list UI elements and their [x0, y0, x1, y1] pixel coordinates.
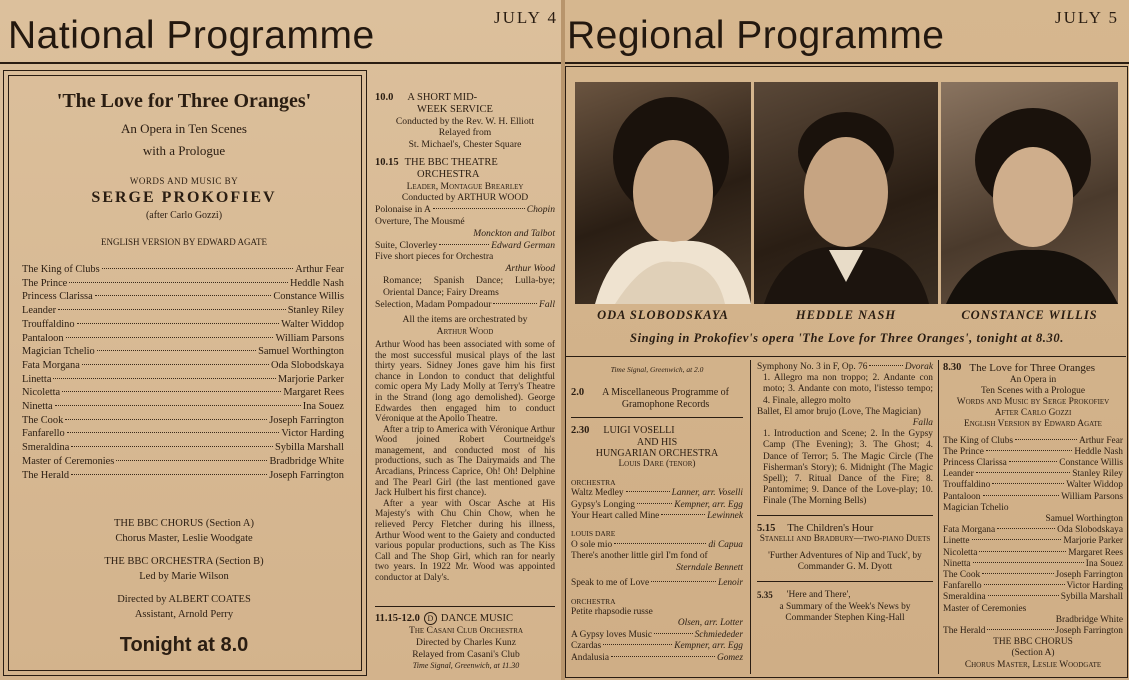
service-heading-b: WEEK SERVICE: [417, 103, 493, 115]
opera-subtitle-2: with a Prologue: [142, 143, 226, 158]
cast-artist: Samuel Worthington: [258, 346, 344, 358]
cast-artist: Sybilla Marshall: [275, 442, 344, 454]
cast-artist: William Parsons: [275, 332, 344, 344]
opera-title: 'The Love for Three Oranges': [56, 90, 312, 112]
dot-leader: [55, 405, 301, 406]
words-music-label: WORDS AND MUSIC BY: [129, 176, 239, 186]
regional-chorus: THE BBC CHORUS: [993, 637, 1073, 648]
regional-cast-list: [943, 436, 1123, 503]
cast-role: Princess Clarissa: [943, 457, 1007, 468]
regional-chorus-master: Chorus Master, Leslie Woodgate: [964, 659, 1102, 670]
dance-music-heading: DANCE MUSIC: [440, 612, 513, 624]
service-relayed: Relayed from: [438, 127, 492, 139]
dot-leader: [67, 432, 280, 433]
cast-row: [22, 345, 344, 359]
voselli-orchestra: HUNGARIAN ORCHESTRA: [595, 448, 719, 460]
cast-artist: Bradbridge White: [269, 455, 344, 467]
left-column-2: [375, 92, 555, 584]
tonight-label: Tonight at 8.0: [119, 634, 249, 656]
dot-leader: [983, 495, 1060, 496]
cast-artist: Oda Slobodskaya: [1057, 525, 1123, 536]
cast-artist: Marjorie Parker: [277, 373, 344, 385]
cast-artist: Constance Willis: [273, 291, 344, 303]
section-label: LOUIS DARE: [571, 529, 616, 539]
national-programme-page: [0, 0, 563, 680]
programme-movements: 1. Introduction and Scene; 2. In the Gypsy Camp (The Evening); 3. The Ghost; 4. Dance of Terror; 5. The Magic Circle (The Fisherman's Story); 6. Midnight (The Magic Spell); 7. Ritual Dance of the Fire; 8. Pantomime; 9. Dance of the Love-play; 10. Finale (The Morning Bells): [763, 429, 933, 507]
regional-column-2: [757, 362, 933, 624]
cast-row: [943, 469, 1123, 480]
section-label: ORCHESTRA: [571, 596, 616, 606]
english-version: ENGLISH VERSION BY EDWARD AGATE: [101, 237, 267, 247]
cast-role: Fanfarello: [22, 428, 65, 440]
cast-row: [22, 304, 344, 318]
cast-role: Ninetta: [943, 558, 971, 569]
cast-artist: Heddle Nash: [290, 277, 344, 289]
time-2-0: 2.0: [571, 387, 585, 399]
cast-role: Trouffaldino: [22, 318, 75, 330]
cast-artist: Bradbridge White: [1055, 614, 1123, 625]
column-rule: [938, 360, 939, 674]
cast-row: [943, 492, 1123, 503]
portrait-constance-willis: [941, 82, 1118, 304]
masthead-rule: [565, 62, 1129, 64]
cast-row: The Herald Joseph Farrington: [943, 625, 1123, 636]
section-rule: [757, 581, 933, 582]
theatre-leader: Leader, Montague Brearley: [406, 180, 524, 192]
opera-english-version: English Version by Edward Agate: [964, 419, 1102, 430]
section-rule: [571, 417, 743, 418]
portrait-image: [575, 82, 751, 304]
dance-music-block: [375, 612, 557, 672]
dot-leader: [1015, 439, 1077, 440]
cast-row: [943, 436, 1123, 447]
cast-artist: Joseph Farrington: [269, 414, 344, 426]
cast-role: The Prince: [22, 277, 68, 289]
regional-chorus-section: (Section A): [1011, 648, 1055, 659]
photo-caption-3: CONSTANCE WILLIS: [961, 308, 1098, 322]
time-signal-left: Time Signal, Greenwich, at 11.30: [412, 661, 520, 671]
time-11-15: 11.15-12.0: [375, 612, 420, 624]
cast-row: [22, 373, 344, 387]
portrait-image: [941, 82, 1118, 304]
cast-role: Linetta: [22, 373, 52, 385]
opera-scenes: Ten Scenes with a Prologue: [980, 385, 1085, 396]
cast-artist: Stanley Riley: [287, 305, 344, 317]
director: Directed by ALBERT COATES: [117, 594, 251, 605]
here-and-there-heading: 'Here and There',: [786, 590, 851, 601]
bio-paragraph-3: After a year with Oscar Asche at His Majesty's with Chu Chin Chow, when he relieved Percy Fletcher during his illness, Arthur Wood went to the Gaiety and conducted various popular productions, such as The Kiss Call and The Shop Girl, which ran for nearly two years. In 1922 Mr. Wood was appointed conductor at Daly's.: [375, 498, 555, 583]
opera-words-music: Words and Music by Serge Prokofiev: [956, 396, 1110, 407]
programme-item: Waltz Medley Lanner, arr. Voselli: [571, 488, 743, 499]
cast-artist: Sybilla Marshall: [1060, 592, 1123, 603]
cast-row: [943, 592, 1123, 603]
cast-role: Ninetta: [22, 401, 53, 413]
cast-role: Master of Ceremonies: [22, 455, 115, 467]
cast-row: [22, 263, 344, 277]
cast-role: Leander: [22, 305, 57, 317]
dot-leader: [71, 446, 273, 447]
cast-role: Smeraldina: [22, 442, 70, 454]
cast-row: [22, 441, 344, 455]
cast-role: Pantaloon: [943, 491, 981, 502]
caption-rule: [565, 356, 1126, 357]
cast-role: Fanfarello: [943, 581, 982, 592]
cast-role: Nicoletta: [22, 387, 61, 399]
cast-row: [22, 455, 344, 469]
dot-leader: [976, 472, 1071, 473]
childrens-hour-duets: Stanelli and Bradbury—two-piano Duets: [759, 533, 931, 544]
cast-artist: Walter Widdop: [1066, 480, 1123, 491]
dot-leader: [992, 483, 1064, 484]
dot-leader: [62, 391, 281, 392]
programme-item: Speak to me of Love Lenoir: [571, 578, 743, 589]
cast-role: Magician Tchelio: [22, 346, 95, 358]
casani-orchestra: The Casani Club Orchestra: [408, 625, 524, 636]
photo-caption-1: ODA SLOBODSKAYA: [597, 308, 729, 322]
casani-director: Directed by Charles Kunz: [416, 636, 516, 648]
date-right: JULY 5: [1055, 8, 1119, 27]
section-rule: [757, 515, 933, 516]
dot-leader: [979, 551, 1066, 552]
bio-paragraph-2: After a trip to America with Véronique Arthur Wood joined Robert Courtneidge's management, and conducted most of his productions, such as The Dairymaids and The Arcadians, Princess Caprice, Oh! Oh! Delphine and The Pearl Girl (the last mentioned gave Jack Hulbert his first chance).: [375, 424, 555, 499]
cast-artist: William Parsons: [1061, 491, 1123, 502]
cast-row: [943, 458, 1123, 469]
cast-row: [943, 581, 1123, 592]
cast-artist: Victor Harding: [1066, 581, 1123, 592]
cast-list: [22, 263, 344, 482]
dot-leader: [982, 573, 1053, 574]
programme-item: Polonaise in A Chopin: [375, 204, 555, 216]
composer: SERGE PROKOFIEV: [91, 189, 277, 206]
voselli-heading: LUIGI VOSELLI: [603, 425, 675, 437]
programme-item: There's another little girl I'm fond of: [571, 551, 708, 562]
cast-artist: Heddle Nash: [1074, 446, 1123, 457]
dot-leader: [95, 295, 272, 296]
cast-row: [22, 386, 344, 400]
dot-leader: [58, 309, 286, 310]
programme-item: Andalusia Gomez: [571, 652, 743, 663]
orchestrated-by: Arthur Wood: [436, 326, 494, 338]
cast-role: Smeraldina: [943, 592, 986, 603]
cast-artist: Stanley Riley: [1072, 469, 1123, 480]
orchestra: THE BBC ORCHESTRA (Section B): [104, 556, 264, 567]
regional-cast-list-2: [943, 525, 1123, 603]
dot-leader: [69, 282, 288, 283]
programme-composer: Falla: [912, 418, 933, 429]
programme-item: Czardas Kempner, arr. Egg: [571, 641, 743, 652]
photo-strap-caption: Singing in Prokofiev's opera 'The Love for Three Oranges', tonight at 8.30.: [630, 331, 1064, 345]
regional-column-1: [571, 364, 743, 664]
cast-artist: Arthur Fear: [295, 264, 344, 275]
voselli-and: AND HIS: [636, 436, 678, 448]
cast-role: Nicoletta: [943, 547, 978, 558]
cast-artist: Samuel Worthington: [1045, 513, 1123, 524]
time-10-0: 10.0: [375, 92, 394, 103]
cast-role: Fata Morgana: [22, 359, 80, 371]
cast-row: [943, 559, 1123, 570]
column-rule: [750, 360, 751, 674]
chorus-master: Chorus Master, Leslie Woodgate: [115, 533, 253, 544]
programme-item: Suite, Cloverley Edward German: [375, 239, 555, 251]
dot-leader: [988, 595, 1059, 596]
chorus: THE BBC CHORUS (Section A): [113, 518, 254, 529]
programme-item: Gypsy's Longing Kempner, arr. Egg: [571, 499, 743, 510]
cast-row: [943, 447, 1123, 458]
programme-item: Ballet, El amor brujo (Love, The Magician): [757, 406, 921, 417]
service-venue: St. Michael's, Chester Square: [408, 139, 522, 151]
cast-artist: Arthur Fear: [1079, 435, 1123, 446]
opera-heading: The Love for Three Oranges: [969, 362, 1096, 374]
assistant: Assistant, Arnold Perry: [134, 609, 234, 620]
cast-role: The Herald: [22, 469, 70, 481]
dot-leader: [97, 350, 256, 351]
cast-role: Trouffaldino: [943, 480, 991, 491]
news-summary: a Summary of the Week's News by Commander Stephen King-Hall: [779, 601, 911, 623]
programme-item: Overture, The Mousmé: [375, 215, 465, 227]
opera-subtitle: An Opera in: [1009, 374, 1057, 385]
cast-row: [22, 318, 344, 332]
cast-row: [22, 400, 344, 414]
time-5-15: 5.15: [757, 522, 776, 534]
dot-leader: [102, 268, 294, 269]
cast-row: [943, 570, 1123, 581]
programme-item: Your Heart called Mine Lewinnek: [571, 511, 743, 522]
tenor: Louis Dare (tenor): [618, 459, 696, 470]
programme-item: Symphony No. 3 in F, Op. 76 Dvorak: [757, 362, 933, 372]
cast-artist: Ina Souez: [302, 401, 344, 413]
cast-role: Fata Morgana: [943, 525, 996, 536]
cast-artist: Constance Willis: [1059, 457, 1123, 468]
childrens-hour-story: 'Further Adventures of Nip and Tuck', by Commander G. M. Dyott: [768, 551, 922, 573]
portrait-image: [754, 82, 938, 304]
dot-leader: [1009, 461, 1057, 462]
theatre-conductor: Conducted by ARTHUR WOOD: [401, 192, 529, 204]
opera-after: After Carlo Gozzi: [994, 408, 1072, 419]
cast-row: [22, 277, 344, 291]
dot-leader: [66, 337, 274, 338]
programme-item: A Gypsy loves Music Schmiededer: [571, 629, 743, 640]
cast-row: [22, 332, 344, 346]
cast-role: The Cook: [943, 569, 981, 580]
casani-relay: Relayed from Casani's Club: [412, 648, 520, 660]
time-2-30: 2.30: [571, 425, 590, 437]
cast-row: [22, 414, 344, 428]
service-conductor: Conducted by the Rev. W. H. Elliott: [395, 115, 535, 127]
cast-role: Master of Ceremonies: [943, 603, 1027, 614]
dot-leader: [71, 474, 267, 475]
daventry-d-icon: D: [424, 612, 437, 625]
gramophone-heading: A Miscellaneous Programme of Gramophone Records: [602, 387, 730, 410]
orchestrated-note: All the items are orchestrated by: [402, 314, 528, 326]
bio-paragraph-1: Arthur Wood has been associated with some of the most successful musical plays of the last thirty years. Sidney Jones gave him his first chance in London to conduct that delightful comic opera My Lady Molly at Terry's Theatre in the Strand (long ago demolished). George Edwardes then engaged him to conduct Véronique at the Apollo Theatre.: [375, 339, 555, 425]
theatre-orch-heading-b: ORCHESTRA: [417, 168, 480, 180]
dot-leader: [972, 539, 1062, 540]
regional-programme-page: [565, 0, 1129, 680]
cast-role: The Prince: [943, 446, 984, 457]
programme-composer: Arthur Wood: [505, 263, 555, 275]
programme-composer: Monckton and Talbot: [473, 227, 555, 239]
cast-artist: Joseph Farrington: [1055, 569, 1123, 580]
programme-item: Romance; Spanish Dance; Lulla-bye; Oriental Dance; Fairy Dreams: [383, 274, 555, 298]
programme-item: Petite rhapsodie russe: [571, 606, 653, 617]
cast-row: [22, 359, 344, 373]
dot-leader: [997, 528, 1055, 529]
dot-leader: [986, 450, 1072, 451]
theatre-orch-heading-a: THE BBC THEATRE: [404, 156, 498, 168]
cast-row: [943, 525, 1123, 536]
time-8-30: 8.30: [943, 362, 962, 373]
dot-leader: [984, 584, 1065, 585]
section-label: ORCHESTRA: [571, 477, 616, 487]
cast-role: Linette: [943, 536, 970, 547]
programme-composer: Sterndale Bennett: [676, 562, 743, 573]
cast-role: Magician Tchelio: [943, 502, 1009, 513]
service-heading-a: A SHORT MID-: [407, 92, 478, 103]
cast-role: The Cook: [22, 414, 64, 426]
portrait-heddle-nash: [754, 82, 938, 304]
cast-row: [22, 469, 344, 483]
dot-leader: [116, 460, 267, 461]
leader: Led by Marie Wilson: [139, 571, 229, 582]
cast-row: [22, 290, 344, 304]
childrens-hour-heading: The Children's Hour: [787, 522, 874, 534]
opera-subtitle-1: An Opera in Ten Scenes: [121, 121, 247, 136]
time-signal-2: Time Signal, Greenwich, at 2.0: [610, 365, 704, 374]
section-rule: [375, 606, 555, 607]
cast-row: [943, 548, 1123, 559]
programme-composer: Olsen, arr. Lotter: [677, 618, 743, 629]
cast-artist: Margaret Rees: [283, 387, 344, 399]
cast-role: The King of Clubs: [22, 264, 100, 275]
programme-item: Selection, Madam Pompadour Fall: [375, 298, 555, 310]
programme-item: Five short pieces for Orchestra: [375, 251, 494, 263]
date-left: JULY 4: [494, 8, 558, 27]
cast-artist: Oda Slobodskaya: [270, 359, 344, 371]
cast-role: Princess Clarissa: [22, 291, 93, 303]
programme-movements: 1. Allegro ma non troppo; 2. Andante con moto; 3. Andante con moto, l'istesso tempo; 4. Finale, allegro molto: [763, 373, 933, 406]
dot-leader: [65, 419, 267, 420]
regional-column-3: [943, 362, 1123, 671]
cast-role: Leander: [943, 469, 974, 480]
masthead-rule: [0, 62, 563, 64]
cast-artist: Ina Souez: [1085, 558, 1123, 569]
time-5-35: 5.35: [757, 590, 773, 601]
programme-item: O sole mio di Capua: [571, 539, 743, 550]
masthead-national: National Programme: [8, 14, 375, 57]
after-gozzi: (after Carlo Gozzi): [145, 210, 223, 221]
photo-caption-2: HEDDLE NASH: [795, 308, 897, 322]
cast-artist: Joseph Farrington: [269, 469, 344, 481]
dot-leader: [973, 562, 1084, 563]
cast-artist: Marjorie Parker: [1063, 536, 1123, 547]
cast-row: [943, 480, 1123, 491]
cast-row: [943, 536, 1123, 547]
masthead-regional: Regional Programme: [567, 14, 945, 57]
dot-leader: [77, 323, 280, 324]
portrait-oda-slobodskaya: [575, 82, 751, 304]
time-10-15: 10.15: [375, 156, 399, 168]
dot-leader: [53, 378, 275, 379]
cast-role: Pantaloon: [22, 332, 64, 344]
cast-artist: Walter Widdop: [281, 318, 344, 330]
cast-artist: Margaret Rees: [1068, 547, 1123, 558]
dot-leader: [82, 364, 269, 365]
cast-row: [22, 427, 344, 441]
cast-role: The King of Clubs: [943, 435, 1014, 446]
cast-artist: Victor Harding: [281, 428, 344, 440]
